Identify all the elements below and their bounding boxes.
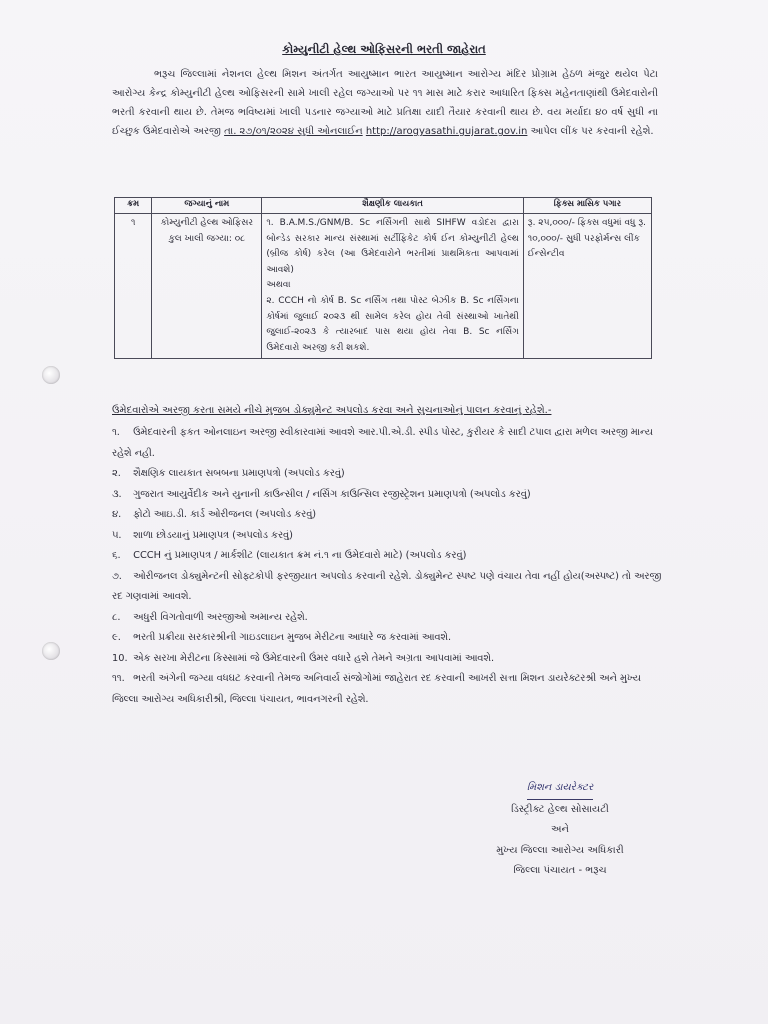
list-item xyxy=(112,464,668,485)
qualification-or: અથવા xyxy=(266,280,291,291)
signature-block xyxy=(440,778,680,882)
list-item xyxy=(112,526,668,547)
qualification-option-2: ૨. CCCH નો કોર્ષ B. Sc નર્સિંગ તથા પોસ્ટ બેઝીક B. Sc નર્સિંગના કોર્ષમાં જુલાઈ ૨૦૨૩ થી સામેલ કરેલ હોય તેવી સંસ્થાઓ ખાતેથી જુલાઈ-૨૦૨૩ કે ત્યારબાદ પાસ થયા હોય તેવા B. Sc નર્સિંગ ઉમેદવારો અરજી કરી શકશે. xyxy=(266,295,519,353)
signature-society: ડિસ્ટ્રીક્ટ હેલ્થ સોસાયટી xyxy=(511,803,609,815)
list-item xyxy=(112,423,668,464)
item-number: ૩. xyxy=(112,488,122,500)
item-text: CCCH નું પ્રમાણપત્ર / માર્કશીટ (લાયકાત ક્રમ નં.૧ ના ઉમેદવારો માટે) (અપલોડ કરવું) xyxy=(133,550,467,561)
item-number: ૫. xyxy=(112,529,122,541)
intro-tail: આપેલ લીંક પર કરવાની રહેશે. xyxy=(530,126,654,137)
signature-stamp xyxy=(440,778,680,800)
table-header-row xyxy=(115,198,652,214)
item-text: એક સરખા મેરીટના કિસ્સામાં જે ઉમેદવારની ઉંમર વધારે હશે તેમને અગ્રતા આપવામાં આવશે. xyxy=(133,652,495,664)
item-text: ગુજરાત આયુર્વેદીક અને યુનાની કાઉન્સીલ / નર્સિંગ કાઉન્સિલ રજીસ્ટ્રેશન પ્રમાણપત્રો (અપલોડ કરવું) xyxy=(133,488,531,500)
header-qualification: શૈક્ષણીક લાયકાત xyxy=(262,198,523,214)
list-item xyxy=(112,628,668,649)
item-number: ૮. xyxy=(112,611,121,623)
item-text: શાળા છોડયાનું પ્રમાણપત્ર (અપલોડ કરવું) xyxy=(133,529,293,541)
cell-qualification xyxy=(262,214,523,359)
vacancy-table xyxy=(114,197,652,359)
item-text: અધુરી વિગતોવાળી અરજીઓ અમાન્ય રહેશે. xyxy=(133,611,308,623)
item-number: ૧૧. xyxy=(112,673,125,684)
list-item xyxy=(112,546,668,567)
cell-serial: ૧ xyxy=(115,214,152,359)
item-number: ૨. xyxy=(112,468,121,479)
list-item xyxy=(112,505,668,526)
item-number: ૬. xyxy=(112,550,121,561)
cell-pay: રૂ. ૨૫,૦૦૦/- ફિક્સ વધુમાં વધુ રૂ. ૧૦,૦૦૦/- સુધી પરફોર્મન્સ લીંક ઈન્સેન્ટીવ xyxy=(523,214,651,359)
item-text: શૈક્ષણિક લાયકાત સબબના પ્રમાણપત્રો (અપલોડ કરવું) xyxy=(133,468,345,479)
item-text: ઓરીજનલ ડોક્યુમેન્ટની સોફ્ટકોપી ફરજીયાત અપલોડ કરવાની રહેશે. ડોક્યુમેન્ટ સ્પષ્ટ પણે વંચાય તેવા નહીં હોય(અસ્પષ્ટ) તો અરજી રદ ગણવામાં આવશે. xyxy=(112,570,662,602)
item-number: ૭. xyxy=(112,570,122,582)
cell-post xyxy=(152,214,262,359)
item-text: ભરતી અંગેની જગ્યા વધઘટ કરવાની તેમજ અનિવાર્ય સંજોગોમાં જાહેરાત રદ કરવાની આખરી સત્તા મિશન ડાયરેક્ટરશ્રી અને મુખ્ય જિલ્લા આરોગ્ય અધિકારીશ્રી, જિલ્લા પંચાયત, ભાવનગરની રહેશે. xyxy=(112,673,641,705)
post-name: કોમ્યુનીટી હેલ્થ ઓફિસર xyxy=(160,218,254,228)
list-item xyxy=(112,485,668,506)
intro-text: ભરૂચ જિલ્લામાં નેશનલ હેલ્થ મિશન અંતર્ગત આયુષ્માન ભારત આયુષ્માન આરોગ્ય મંદિર પ્રોગ્રામ હેઠળ મંજુર થયેલ પેટા આરોગ્ય કેન્દ્ર કોમ્યુનીટી હેલ્થ ઓફિસરની સામે ખાલી રહેલ જગ્યાઓ પર ૧૧ માસ માટે કરાર આધારિત ફિક્સ મહેનતાણાંથી ઉમેદવારોની ભરતી કરવાની થાય છે. તેમજ ભવિષ્યમાં ખાલી પડનાર જગ્યાઓ માટે પ્રતિક્ષા યાદી તૈયાર કરવાની થાય છે. વય મર્યાદા ૪૦ વર્ષ સુધી ના ઈચ્છુક ઉમેદવારોએ અરજી xyxy=(112,69,658,137)
item-text: ફોટો આઇ.ડી. કાર્ડ ઓરીજનલ (અપલોડ કરવું) xyxy=(133,509,317,520)
list-item xyxy=(112,608,668,629)
list-item xyxy=(112,669,668,710)
instructions-list xyxy=(112,423,668,710)
punch-hole-top xyxy=(42,366,60,384)
punch-hole-bottom xyxy=(42,642,60,660)
item-number: ૪. xyxy=(112,509,122,520)
item-text: ઉમેદવારની ફકત ઓનલાઇન અરજી સ્વીકારવામાં આવશે આર.પી.એ.ડી. સ્પીડ પોસ્ટ, કુરીયર કે સાદી ટપાલ દ્વારા મળેલ અરજી માન્ય રહેશે નહી. xyxy=(112,427,653,459)
qualification-option-1: ૧. B.A.M.S./GNM/B. Sc નર્સિંગની સાથે SIHFW વડોદરા દ્વારા બોન્ડેડ સરકાર માન્ય સંસ્થામાં સર્ટીફિકેટ કોર્ષ ઈન કોમ્યુનીટી હેલ્થ (બ્રીજ કોર્ષ) કરેલ (આ ઉમેદવારોને ભરતીમાં પ્રાથમિકતા આપવામાં આવશે) xyxy=(266,218,519,275)
application-link[interactable]: http://arogyasathi.gujarat.gov.in xyxy=(365,126,528,137)
signature-title: મિશન ડાયરેક્ટર xyxy=(527,778,593,800)
instructions-heading: ઉમેદવારોએ અરજી કરતા સમયે નીચે મુજબ ડોક્યુમેન્ટ અપલોડ કરવા અને સુચનાઓનું પાલન કરવાનું રહેશે.- xyxy=(112,405,552,416)
item-text: ભરતી પ્રક્રીયા સરકારશ્રીની ગાઇડલાઇન મુજબ મેરીટના આધારે જ કરવામાં આવશે. xyxy=(133,632,452,643)
table-row xyxy=(115,214,652,359)
header-serial: ક્રમ xyxy=(115,198,152,214)
vacancy-count: કુલ ખાલી જગ્યા: ૦૮ xyxy=(168,233,246,244)
signature-office: જિલ્લા પંચાયત - ભરૂચ xyxy=(513,865,607,876)
deadline-text: તા. ૨૭/૦૧/૨૦૨૪ સુધી ઓનલાઈન xyxy=(224,126,363,137)
intro-paragraph xyxy=(112,65,658,141)
list-item xyxy=(112,649,668,670)
item-number: ૧. xyxy=(112,427,120,438)
list-item xyxy=(112,567,668,608)
header-post: જગ્યાનું નામ xyxy=(152,198,262,214)
item-number: 10. xyxy=(112,652,128,664)
signature-officer: મુખ્ય જિલ્લા આરોગ્ય અધિકારી xyxy=(496,844,624,856)
header-pay: ફિક્સ માસિક પગાર xyxy=(523,198,651,214)
document-title: કોમ્યુનીટી હેલ્થ ઓફિસરની ભરતી જાહેરાત xyxy=(282,42,486,56)
item-number: ૯. xyxy=(112,632,121,643)
signature-and: અને xyxy=(551,824,569,835)
